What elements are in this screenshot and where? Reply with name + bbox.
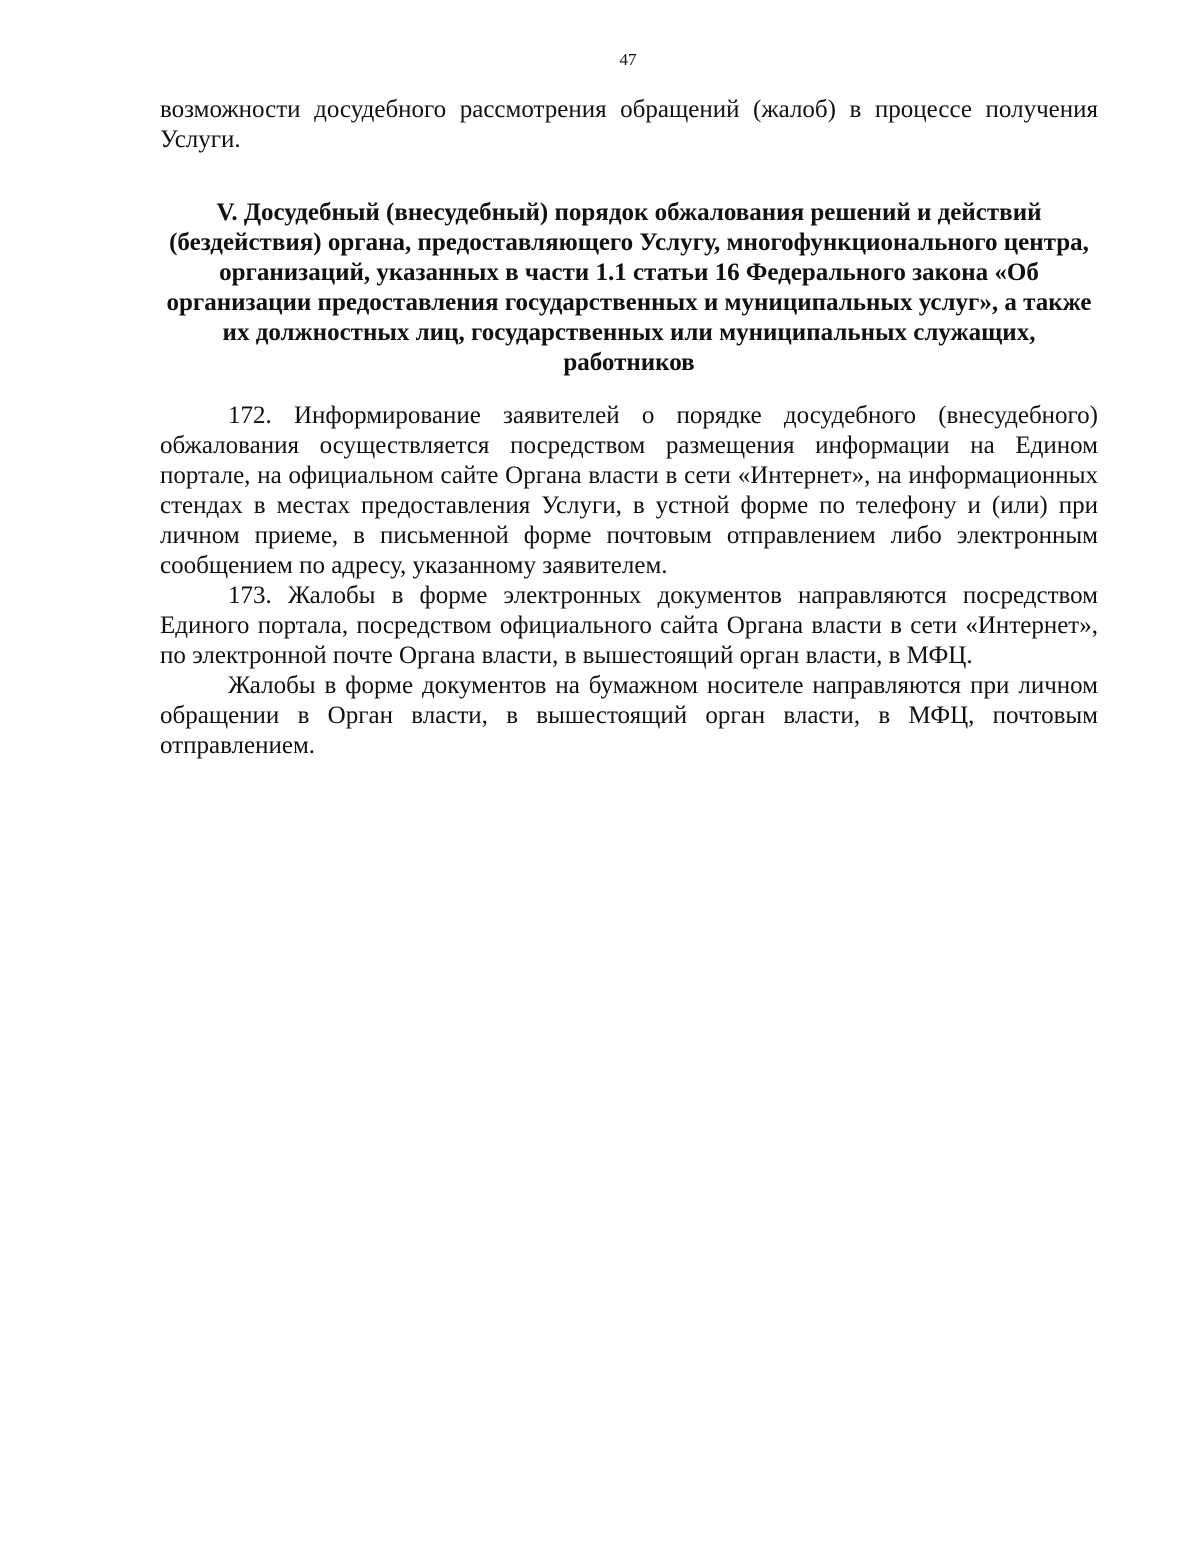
page-number: 47: [619, 50, 637, 69]
paragraph-172: 172. Информирование заявителей о порядке досудебного (внесудебного) обжалования осуществляется посредством размещения информации на Едином портале, на официальном сайте Органа власти в сети «Интернет», на информационных стендах в местах предоставления Услуги, в устной форме по телефону и (или) при личном приеме, в письменной форме почтовым отправлением либо электронным сообщением по адресу, указанному заявителем.: [160, 402, 1098, 579]
paragraph-paper-complaints: Жалобы в форме документов на бумажном носителе направляются при личном обращении в Орган власти, в вышестоящий орган власти, в МФЦ, почтовым отправлением.: [160, 672, 1098, 759]
document-body: [160, 95, 1098, 761]
continued-paragraph: возможности досудебного рассмотрения обращений (жалоб) в процессе получения Услуги.: [160, 96, 1098, 153]
paragraph-173: 173. Жалобы в форме электронных документов направляются посредством Единого портала, посредством официального сайта Органа власти в сети «Интернет», по электронной почте Органа власти, в вышестоящий орган власти, в МФЦ.: [160, 582, 1098, 669]
section-heading: V. Досудебный (внесудебный) порядок обжалования решений и действий (бездействия) органа, предоставляющего Услугу, многофункционального центра, организаций, указанных в части 1.1 статьи 16 Федерального закона «Об организации предоставления государственных и муниципальных услуг», а также их должностных лиц, государственных или муниципальных служащих, работников: [166, 199, 1092, 376]
